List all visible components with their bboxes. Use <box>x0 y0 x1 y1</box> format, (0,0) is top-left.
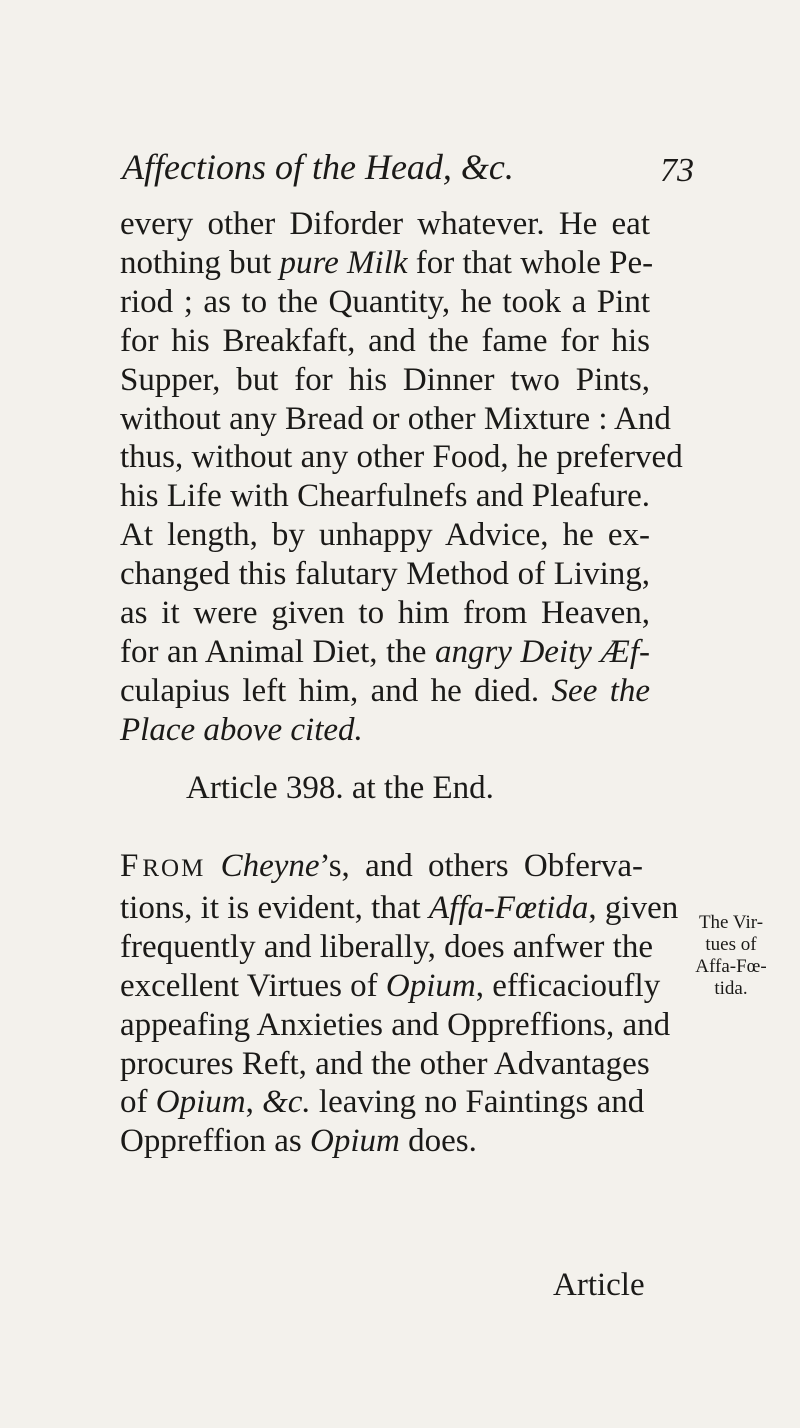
text-line <box>120 672 650 711</box>
text-run: tions, it is evident, that <box>120 889 429 926</box>
margin-note-line: Affa-Fœ- <box>695 956 767 977</box>
drop-letter: F <box>120 848 143 884</box>
italic-phrase: See the <box>551 672 651 709</box>
text-line <box>120 889 679 928</box>
text-line: frequently and liberally, does anfwer the <box>120 928 653 965</box>
text-line: changed this falutary Method of Living, <box>120 556 650 593</box>
text-line <box>120 1122 643 1161</box>
text-run: nothing but <box>120 244 280 281</box>
text-run: for that whole Pe- <box>407 244 654 281</box>
text-line <box>120 633 650 672</box>
text-line <box>120 967 661 1006</box>
margin-note-line: tida. <box>714 978 748 999</box>
text-line: Supper, but for his Dinner two Pints, <box>120 361 650 398</box>
paragraph-1 <box>120 205 683 750</box>
text-run: for an Animal Diet, the <box>120 633 435 670</box>
italic-phrase: Opium <box>310 1123 400 1160</box>
text-line: thus, without any other Food, he preferved <box>120 439 683 476</box>
text-line: every other Diforder whatever. He eat <box>120 206 650 242</box>
smallcaps-word: ROM <box>142 855 206 882</box>
text-line: At length, by unhappy Advice, he ex- <box>120 517 650 554</box>
text-line <box>120 1083 643 1122</box>
text-run: leaving no Faintings and <box>310 1084 645 1121</box>
italic-phrase: pure Milk <box>279 244 408 281</box>
text-run: left him, and he died. <box>229 672 552 709</box>
text-run: Oppreffion as <box>120 1123 311 1160</box>
text-run: excellent Virtues of <box>120 967 386 1004</box>
italic-phrase: Opium <box>385 967 476 1004</box>
text-line: riod ; as to the Quantity, he took a Pint <box>120 283 650 320</box>
text-line: as it were given to him from Heaven, <box>120 595 650 632</box>
text-run: , given <box>588 889 679 926</box>
text-line: appeafing Anxieties and Oppreffions, and <box>120 1006 671 1043</box>
article-heading: Article 398. at the End. <box>186 770 494 806</box>
text-run: of <box>120 1084 156 1121</box>
text-line: Place above cited. <box>120 711 363 748</box>
italic-phrase: Affa-Fœtida <box>428 889 589 926</box>
paragraph-2 <box>120 847 679 1161</box>
margin-note-line: The Vir- <box>698 912 764 933</box>
page-number: 73 <box>660 152 694 189</box>
text-line: for his Breakfaft, and the fame for his <box>120 322 650 359</box>
page-header <box>122 140 694 196</box>
running-head: Affections of the Head, &c. <box>122 147 514 187</box>
catchword: Article <box>553 1267 645 1303</box>
text-run: culapius <box>120 672 230 709</box>
text-run: ’s, and others Obferva- <box>319 848 643 884</box>
text-line <box>120 847 643 889</box>
text-run: , <box>245 1084 263 1121</box>
text-run: , efficacioufly <box>475 967 661 1004</box>
text-run: does. <box>399 1123 477 1160</box>
margin-note-line: tues of <box>705 934 757 955</box>
italic-phrase: &c. <box>262 1084 311 1121</box>
italic-name: Cheyne <box>220 848 320 884</box>
text-line: without any Bread or other Mixture : And <box>120 400 671 437</box>
italic-phrase: Opium <box>155 1084 246 1121</box>
italic-phrase: angry Deity Æf- <box>434 633 650 670</box>
text-line: his Life with Chearfulnefs and Pleafure. <box>120 478 650 515</box>
text-line: procures Reft, and the other Advantages <box>120 1045 650 1082</box>
margin-note <box>667 912 795 1000</box>
text-line <box>120 244 654 283</box>
